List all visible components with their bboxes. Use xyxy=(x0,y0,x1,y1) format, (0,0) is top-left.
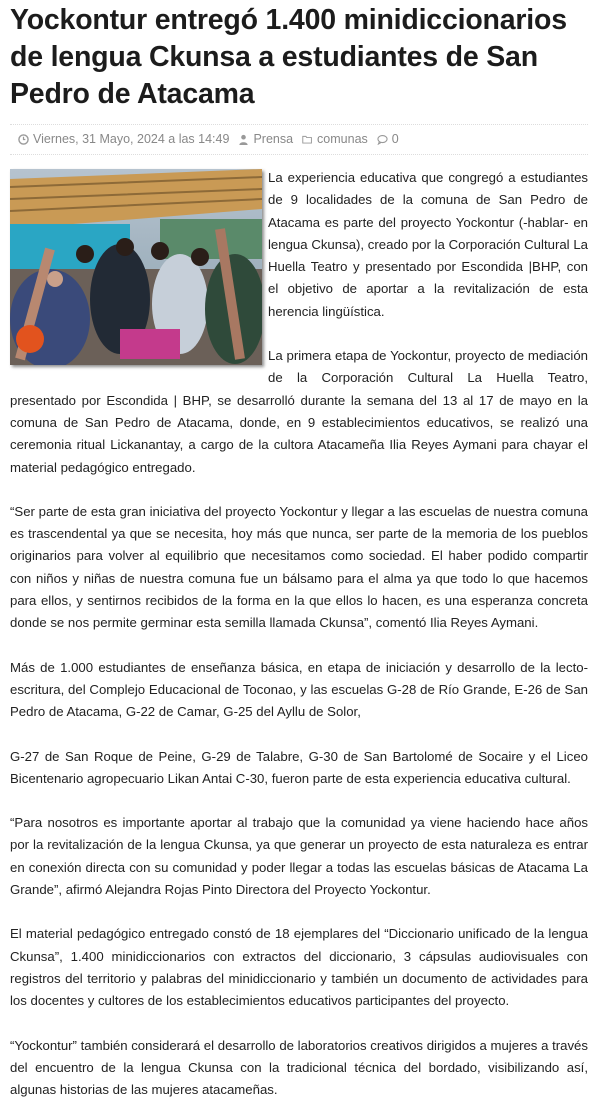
meta-author[interactable]: Prensa xyxy=(238,132,293,146)
paragraph: G-27 de San Roque de Peine, G-29 de Talabre, G-30 de San Bartolomé de Socaire y el Liceo Bicentenario agropecuario Likan Antai C-30, fueron parte de esta experiencia educativa cultural. xyxy=(10,746,588,791)
folder-icon xyxy=(302,134,313,145)
article-body xyxy=(10,167,588,1101)
paragraph: La primera etapa de Yockontur, proyecto de mediación de la Corporación Cultural La Huella Teatro, presentado por Escondida | BHP, se desarrolló durante la semana del 13 al 17 de mayo en la comuna de San Pedro de Atacama, donde, en 9 establecimientos educativos, se realizó una ceremonia ritual Lickanantay, a cargo de la cultora Atacameña Ilia Reyes Aymani para chayar el material pedagógico entregado. xyxy=(10,345,588,479)
article-photo xyxy=(10,169,262,365)
paragraph: “Ser parte de esta gran iniciativa del proyecto Yockontur y llegar a las escuelas de nuestra comuna es trascendental ya que se necesita, hoy más que nunca, ser parte de la memoria de los pueblos originarios para volver al equilibrio que necesitamos como sociedad. El haber podido compartir con niños y niñas de nuestra comuna fue un bálsamo para el alma ya que todo lo que hacemos para ellos, y sentirnos recibidos de la forma en la que ellos lo hacen, es una esperanza concreta donde se nos permite germinar esta semilla llamada Ckunsa”, comentó Ilia Reyes Aymani. xyxy=(10,501,588,635)
user-icon xyxy=(238,134,249,145)
meta-comments[interactable]: 0 xyxy=(377,132,399,146)
paragraph: “Para nosotros es importante aportar al trabajo que la comunidad ya viene haciendo hace años por la revitalización de la lengua Ckunsa, ya que generar un proyecto de esta naturaleza es entrar en conexión directa con su comunidad y poder llegar a todas las escuelas básicas de Atacama La Grande”, afirmó Alejandra Rojas Pinto Directora del Proyecto Yockontur. xyxy=(10,812,588,901)
paragraph: El material pedagógico entregado constó de 18 ejemplares del “Diccionario unificado de la lengua Ckunsa”, 1.400 minidiccionarios con extractos del diccionario, 3 cápsulas audiovisuales con registros del territorio y palabras del minidiccionario y también un documento de actividades para los docentes y cultores de los establecimientos educativos participantes del proyecto. xyxy=(10,923,588,1012)
meta-category[interactable]: comunas xyxy=(302,132,368,146)
students-ceremony-image xyxy=(10,169,262,365)
article-meta xyxy=(10,124,588,155)
clock-icon xyxy=(18,134,29,145)
meta-date: Viernes, 31 Mayo, 2024 a las 14:49 xyxy=(18,132,229,146)
article-title: Yockontur entregó 1.400 minidiccionarios de lengua Ckunsa a estudiantes de San Pedro de Atacama xyxy=(10,2,588,113)
paragraph: “Yockontur” también considerará el desarrollo de laboratorios creativos dirigidos a mujeres a través del encuentro de la lengua Ckunsa con la tradicional técnica del bordado, visibilizando así, algunas historias de las mujeres atacameñas. xyxy=(10,1035,588,1101)
paragraph: Más de 1.000 estudiantes de enseñanza básica, en etapa de iniciación y desarrollo de la lecto-escritura, del Complejo Educacional de Toconao, y las escuelas G-28 de Río Grande, E-26 de San Pedro de Atacama, G-22 de Camar, G-25 del Ayllu de Solor, xyxy=(10,657,588,724)
paragraph: La experiencia educativa que congregó a estudiantes de 9 localidades de la comuna de San Pedro de Atacama es parte del proyecto Yockontur (-hablar- en lengua Ckunsa), creado por la Corporación Cultural La Huella Teatro y presentado por Escondida |BHP, con el objetivo de aportar a la revitalización de esta herencia lingüística. xyxy=(10,167,588,323)
comment-icon xyxy=(377,134,388,145)
